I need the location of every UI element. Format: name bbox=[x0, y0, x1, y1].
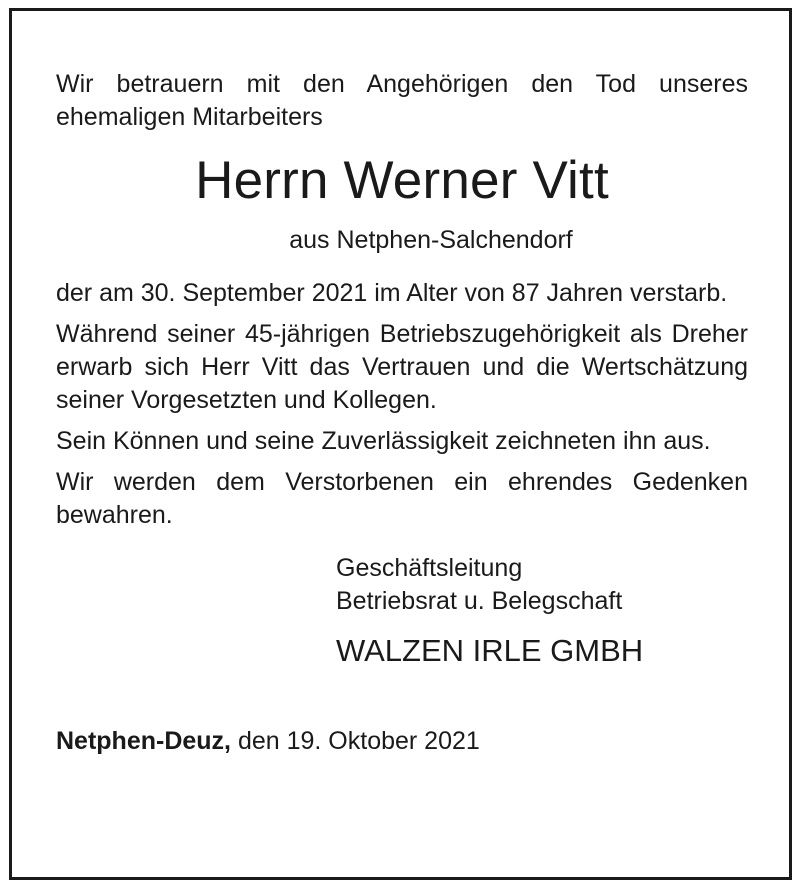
intro-text: Wir betrauern mit den Angehörigen den Tod unseres ehemaligen Mitarbeiters bbox=[56, 70, 748, 131]
paragraph-death: der am 30. September 2021 im Alter von 87 Jahren verstarb. bbox=[56, 279, 728, 307]
deceased-name: Herrn Werner Vitt bbox=[195, 151, 609, 210]
paragraph-remembrance: Wir werden dem Verstorbenen ein ehrendes Gedenken bewahren. bbox=[56, 468, 748, 529]
notice-body bbox=[56, 68, 748, 758]
paragraph-qualities: Sein Können und seine Zuverlässigkeit zeichneten ihn aus. bbox=[56, 427, 711, 455]
origin-text: aus Netphen-Salchendorf bbox=[289, 226, 573, 254]
place-date-line bbox=[56, 725, 748, 758]
date: den 19. Oktober 2021 bbox=[237, 727, 480, 755]
obituary-notice bbox=[9, 8, 792, 880]
paragraph-career: Während seiner 45-jährigen Betriebszugehörigkeit als Dreher erwarb sich Herr Vitt das Vertrauen und die Wertschätzung seiner Vorgesetzten und Kollegen. bbox=[56, 320, 748, 414]
signatory-staff: Betriebsrat u. Belegschaft bbox=[336, 587, 623, 615]
signatories bbox=[336, 552, 748, 618]
company-name: WALZEN IRLE GMBH bbox=[336, 633, 644, 668]
signatory-management: Geschäftsleitung bbox=[336, 554, 523, 582]
place: Netphen-Deuz, bbox=[56, 727, 231, 755]
